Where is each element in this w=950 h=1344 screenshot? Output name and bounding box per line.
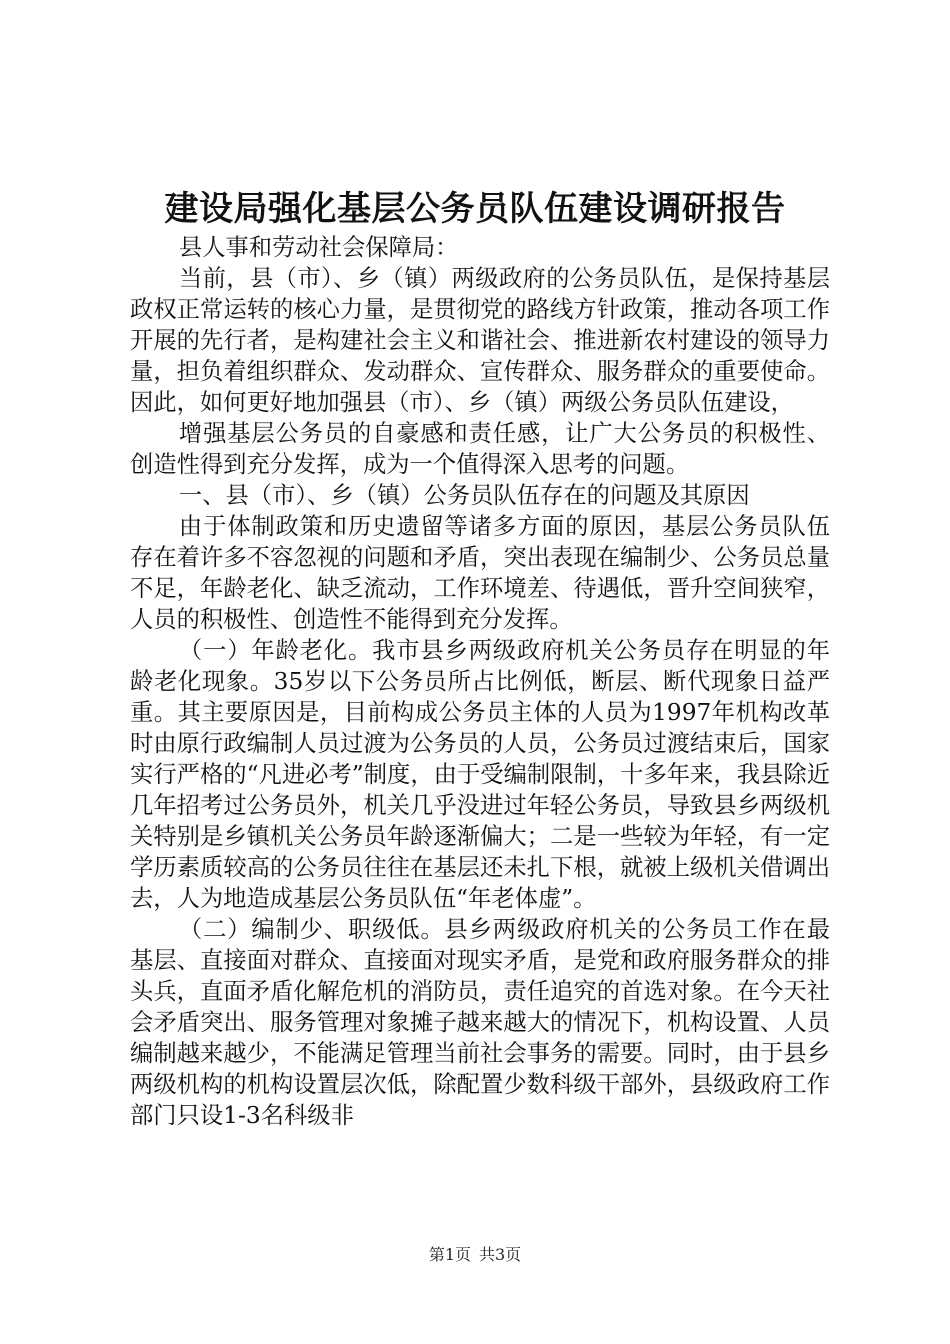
document-body — [130, 232, 830, 1131]
section-heading: 一、县（市）、乡（镇）公务员队伍存在的问题及其原因 — [178, 482, 750, 509]
page-total: 共3页 — [479, 1245, 522, 1264]
paragraph: （一）年龄老化。我市县乡两级政府机关公务员存在明显的年龄老化现象。35岁以下公务员所占比例低，断层、断代现象日益严重。其主要原因是，目前构成公务员主体的人员为1997年机构改革时由原行政编制人员过渡为公务员的人员，公务员过渡结束后，国家实行严格的“凡进必考”制度，由于受编制限制，十多年来，我县除近几年招考过公务员外，机关几乎没进过年轻公务员，导致县乡两级机关特别是乡镇机关公务员年龄逐渐偏大；二是一些较为年轻，有一定学历素质较高的公务员往往在基层还未扎下根，就被上级机关借调出去，人为地造成基层公务员队伍“年老体虚”。 — [130, 637, 830, 912]
paragraph: 由于体制政策和历史遗留等诸多方面的原因，基层公务员队伍存在着许多不容忽视的问题和矛盾，突出表现在编制少、公务员总量不足，年龄老化、缺乏流动，工作环境差、待遇低，晋升空间狭窄，人员的积极性、创造性不能得到充分发挥。 — [130, 513, 830, 633]
salutation: 县人事和劳动社会保障局： — [178, 234, 459, 261]
document-title: 建设局强化基层公务员队伍建设调研报告 — [164, 189, 786, 229]
paragraph: 增强基层公务员的自豪感和责任感，让广大公务员的积极性、创造性得到充分发挥，成为一个值得深入思考的问题。 — [130, 420, 830, 478]
paragraph: （二）编制少、职级低。县乡两级政府机关的公务员工作在最基层、直接面对群众、直接面对现实矛盾，是党和政府服务群众的排头兵，直面矛盾化解危机的消防员，责任追究的首选对象。在今天社会矛盾突出、服务管理对象摊子越来越大的情况下，机构设置、人员编制越来越少，不能满足管理当前社会事务的需要。同时，由于县乡两级机构的机构设置层次低，除配置少数科级干部外，县级政府工作部门只设1-3名科级非 — [130, 916, 830, 1129]
page-footer — [0, 1244, 950, 1266]
paragraph: 当前，县（市）、乡（镇）两级政府的公务员队伍，是保持基层政权正常运转的核心力量，是贯彻党的路线方针政策，推动各项工作开展的先行者，是构建社会主义和谐社会、推进新农村建设的领导力量，担负着组织群众、发动群众、宣传群众、服务群众的重要使命。因此，如何更好地加强县（市）、乡（镇）两级公务员队伍建设， — [130, 265, 830, 416]
page-number: 第1页 — [428, 1245, 471, 1264]
